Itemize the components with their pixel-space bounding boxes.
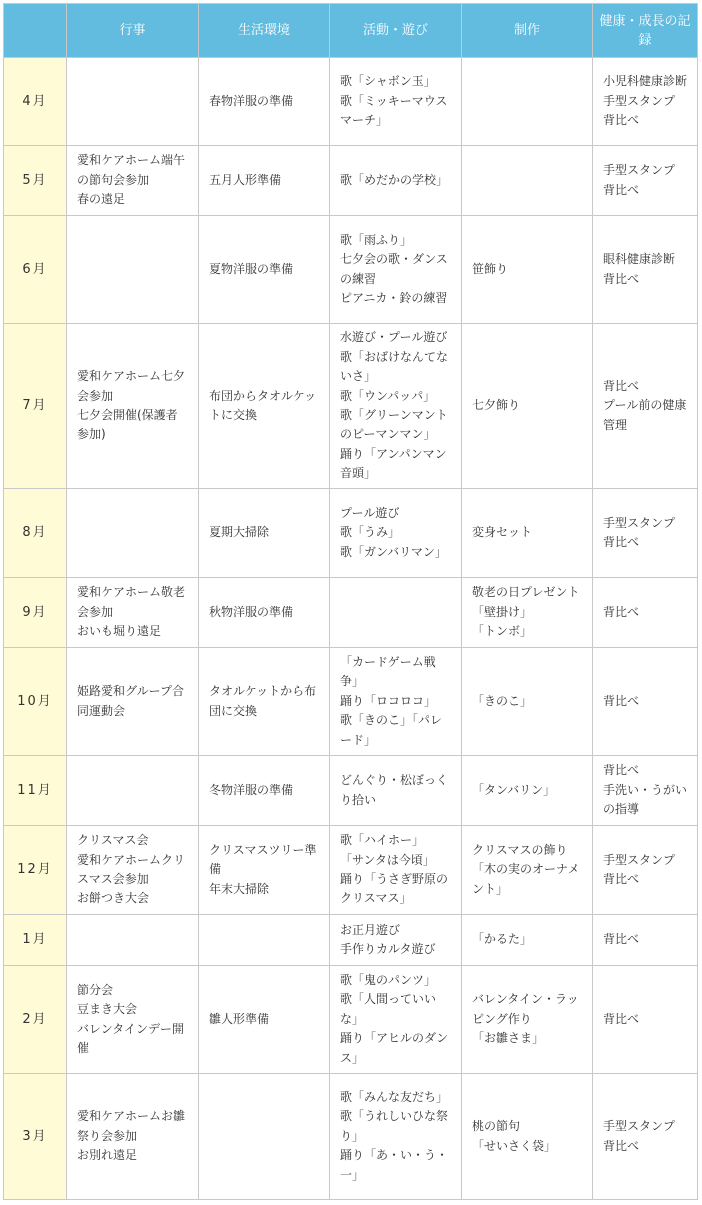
activity-cell <box>330 756 462 826</box>
environment-cell <box>199 58 330 146</box>
event-cell <box>67 756 199 826</box>
month-cell-text: 10月 <box>17 693 53 709</box>
month-cell-text: 2月 <box>22 1011 48 1027</box>
craft-cell-text: クリスマスの飾り 「木の実のオーナメント」 <box>472 842 580 896</box>
activity-cell-text: 歌「鬼のパンツ」 歌「人間っていいな」 踊り「アヒルのダンス」 <box>340 972 449 1065</box>
environment-cell <box>199 915 330 966</box>
month-cell <box>4 756 67 826</box>
event-cell <box>67 324 199 489</box>
table-row <box>4 324 698 489</box>
activity-cell <box>330 578 462 648</box>
activity-cell-text: 歌「雨ふり」 七夕会の歌・ダンスの練習 ピアニカ・鈴の練習 <box>340 232 448 305</box>
header-craft: 制作 <box>462 4 593 58</box>
activity-cell <box>330 915 462 966</box>
health-cell <box>593 826 698 915</box>
event-cell-text: クリスマス会 愛和ケアホームクリスマス会参加 お餅つき大会 <box>77 833 186 906</box>
event-cell-text: 愛和ケアホームお雛祭り会参加 お別れ遠足 <box>77 1109 186 1163</box>
health-cell <box>593 756 698 826</box>
month-cell <box>4 489 67 578</box>
header-activity: 活動・遊び <box>330 4 462 58</box>
health-cell-text: 背比べ <box>603 604 640 619</box>
environment-cell-text: 布団からタオルケットに交換 <box>209 388 317 422</box>
annual-schedule-table <box>3 3 698 1200</box>
activity-cell-text: 歌「めだかの学校」 <box>340 172 449 187</box>
month-cell <box>4 826 67 915</box>
month-cell <box>4 146 67 216</box>
table-row <box>4 915 698 966</box>
craft-cell <box>462 1074 593 1200</box>
environment-cell-text: 五月人形準備 <box>209 172 282 187</box>
month-cell <box>4 1074 67 1200</box>
activity-cell-text: 歌「みんな友だち」 歌「うれしいひな祭り」 踊り「あ・い・う・一」 <box>340 1089 449 1182</box>
health-cell-text: 背比べ プール前の健康管理 <box>603 378 687 432</box>
activity-cell-text: どんぐり・松ぼっくり拾い <box>340 773 449 807</box>
craft-cell-text: バレンタイン・ラッピング作り 「お雛さま」 <box>472 992 579 1046</box>
health-cell <box>593 146 698 216</box>
event-cell <box>67 826 199 915</box>
month-cell <box>4 648 67 756</box>
craft-cell-text: 桃の節句 「せいさく袋」 <box>472 1119 557 1153</box>
craft-cell-text: 「かるた」 <box>472 932 533 947</box>
environment-cell-text: 秋物洋服の準備 <box>209 604 294 619</box>
health-cell <box>593 1074 698 1200</box>
event-cell <box>67 648 199 756</box>
environment-cell-text: 夏期大掃除 <box>209 525 270 540</box>
craft-cell <box>462 489 593 578</box>
activity-cell <box>330 324 462 489</box>
environment-cell-text: 雛人形準備 <box>209 1011 270 1026</box>
craft-cell <box>462 324 593 489</box>
activity-cell-text: 歌「ハイホー」 「サンタは今頃」 踊り「うさぎ野原のクリスマス」 <box>340 833 449 906</box>
month-cell <box>4 915 67 966</box>
event-cell <box>67 578 199 648</box>
activity-cell-text: プール遊び 歌「うみ」 歌「ガンバリマン」 <box>340 505 447 559</box>
health-cell <box>593 578 698 648</box>
craft-cell <box>462 826 593 915</box>
environment-cell-text: 春物洋服の準備 <box>209 93 294 108</box>
activity-cell <box>330 966 462 1074</box>
craft-cell-text: 敬老の日プレゼント「壁掛け」 「トンボ」 <box>472 585 580 639</box>
header-environment: 生活環境 <box>199 4 330 58</box>
activity-cell <box>330 648 462 756</box>
event-cell <box>67 966 199 1074</box>
environment-cell <box>199 756 330 826</box>
activity-cell-text: 「カードゲーム戦争」 踊り「ロコロコ」 歌「きのこ」「パレード」 <box>340 654 443 747</box>
event-cell <box>67 915 199 966</box>
table-row <box>4 756 698 826</box>
health-cell-text: 背比べ <box>603 693 640 708</box>
month-cell <box>4 216 67 324</box>
activity-cell-text: お正月遊び 手作りカルタ遊び <box>340 922 436 956</box>
month-cell-text: 11月 <box>17 782 53 798</box>
craft-cell <box>462 756 593 826</box>
month-cell <box>4 324 67 489</box>
environment-cell <box>199 648 330 756</box>
health-cell <box>593 58 698 146</box>
table-row <box>4 578 698 648</box>
environment-cell-text: 夏物洋服の準備 <box>209 261 294 276</box>
craft-cell-text: 「タンバリン」 <box>472 782 556 797</box>
month-cell-text: 8月 <box>22 525 48 541</box>
activity-cell <box>330 1074 462 1200</box>
health-cell-text: 背比べ <box>603 1011 640 1026</box>
health-cell-text: 手型スタンプ 背比べ <box>603 1119 676 1153</box>
month-cell-text: 1月 <box>22 932 48 948</box>
event-cell <box>67 216 199 324</box>
health-cell <box>593 324 698 489</box>
table-body <box>4 58 698 1200</box>
health-cell-text: 眼科健康診断 背比べ <box>603 252 676 286</box>
month-cell <box>4 966 67 1074</box>
event-cell <box>67 1074 199 1200</box>
environment-cell <box>199 966 330 1074</box>
month-cell-text: 12月 <box>17 862 53 878</box>
activity-cell <box>330 489 462 578</box>
activity-cell <box>330 826 462 915</box>
header-health: 健康・成長の記録 <box>593 4 698 58</box>
health-cell-text: 小児科健康診断 手型スタンプ 背比べ <box>603 74 688 128</box>
health-cell <box>593 915 698 966</box>
event-cell-text: 愛和ケアホーム七夕会参加 七夕会開催(保護者参加) <box>77 369 186 442</box>
event-cell-text: 愛和ケアホーム敬老会参加 おいも堀り遠足 <box>77 585 186 639</box>
table-row <box>4 966 698 1074</box>
month-cell-text: 3月 <box>22 1128 48 1144</box>
month-cell-text: 5月 <box>22 172 48 188</box>
table-row <box>4 146 698 216</box>
month-cell-text: 9月 <box>22 604 48 620</box>
environment-cell <box>199 146 330 216</box>
table-row <box>4 648 698 756</box>
craft-cell <box>462 216 593 324</box>
craft-cell-text: 変身セット <box>472 525 533 540</box>
craft-cell <box>462 915 593 966</box>
environment-cell-text: 冬物洋服の準備 <box>209 782 294 797</box>
health-cell <box>593 216 698 324</box>
table-row <box>4 216 698 324</box>
event-cell-text: 愛和ケアホーム端午の節句会参加 春の遠足 <box>77 153 186 207</box>
activity-cell <box>330 216 462 324</box>
event-cell-text: 姫路愛和グループ合同運動会 <box>77 684 185 718</box>
activity-cell-text: 歌「シャボン玉」 歌「ミッキーマウスマーチ」 <box>340 74 448 128</box>
craft-cell <box>462 648 593 756</box>
event-cell-text: 節分会 豆まき大会 バレンタインデー開催 <box>77 982 184 1055</box>
table-row <box>4 58 698 146</box>
environment-cell <box>199 826 330 915</box>
header-row <box>4 4 698 58</box>
month-cell-text: 7月 <box>22 398 48 414</box>
activity-cell-text: 水遊び・プール遊び 歌「おばけなんてないさ」 歌「ウンパッパ」 歌「グリーンマントのピーマンマン」 踊り「アンパンマン音頭」 <box>340 330 449 481</box>
event-cell <box>67 146 199 216</box>
craft-cell <box>462 966 593 1074</box>
health-cell-text: 背比べ 手洗い・うがいの指導 <box>603 763 688 817</box>
month-cell <box>4 578 67 648</box>
health-cell <box>593 966 698 1074</box>
table-row <box>4 826 698 915</box>
health-cell-text: 背比べ <box>603 932 640 947</box>
health-cell <box>593 489 698 578</box>
event-cell <box>67 489 199 578</box>
craft-cell-text: 「きのこ」 <box>472 693 533 708</box>
header-event: 行事 <box>67 4 199 58</box>
craft-cell <box>462 58 593 146</box>
environment-cell-text: タオルケットから布団に交換 <box>209 684 317 718</box>
craft-cell <box>462 146 593 216</box>
month-cell-text: 6月 <box>22 261 48 277</box>
activity-cell <box>330 146 462 216</box>
event-cell <box>67 58 199 146</box>
month-cell-text: 4月 <box>22 93 48 109</box>
header-corner <box>4 4 67 58</box>
environment-cell <box>199 489 330 578</box>
month-cell <box>4 58 67 146</box>
environment-cell <box>199 216 330 324</box>
health-cell <box>593 648 698 756</box>
table-row <box>4 489 698 578</box>
activity-cell <box>330 58 462 146</box>
craft-cell-text: 七夕飾り <box>472 398 521 413</box>
table-row <box>4 1074 698 1200</box>
environment-cell <box>199 578 330 648</box>
craft-cell-text: 笹飾り <box>472 261 509 276</box>
health-cell-text: 手型スタンプ 背比べ <box>603 515 676 549</box>
craft-cell <box>462 578 593 648</box>
environment-cell-text: クリスマスツリー準備 年末大掃除 <box>209 842 317 896</box>
environment-cell <box>199 1074 330 1200</box>
health-cell-text: 手型スタンプ 背比べ <box>603 852 676 886</box>
health-cell-text: 手型スタンプ 背比べ <box>603 163 676 197</box>
environment-cell <box>199 324 330 489</box>
